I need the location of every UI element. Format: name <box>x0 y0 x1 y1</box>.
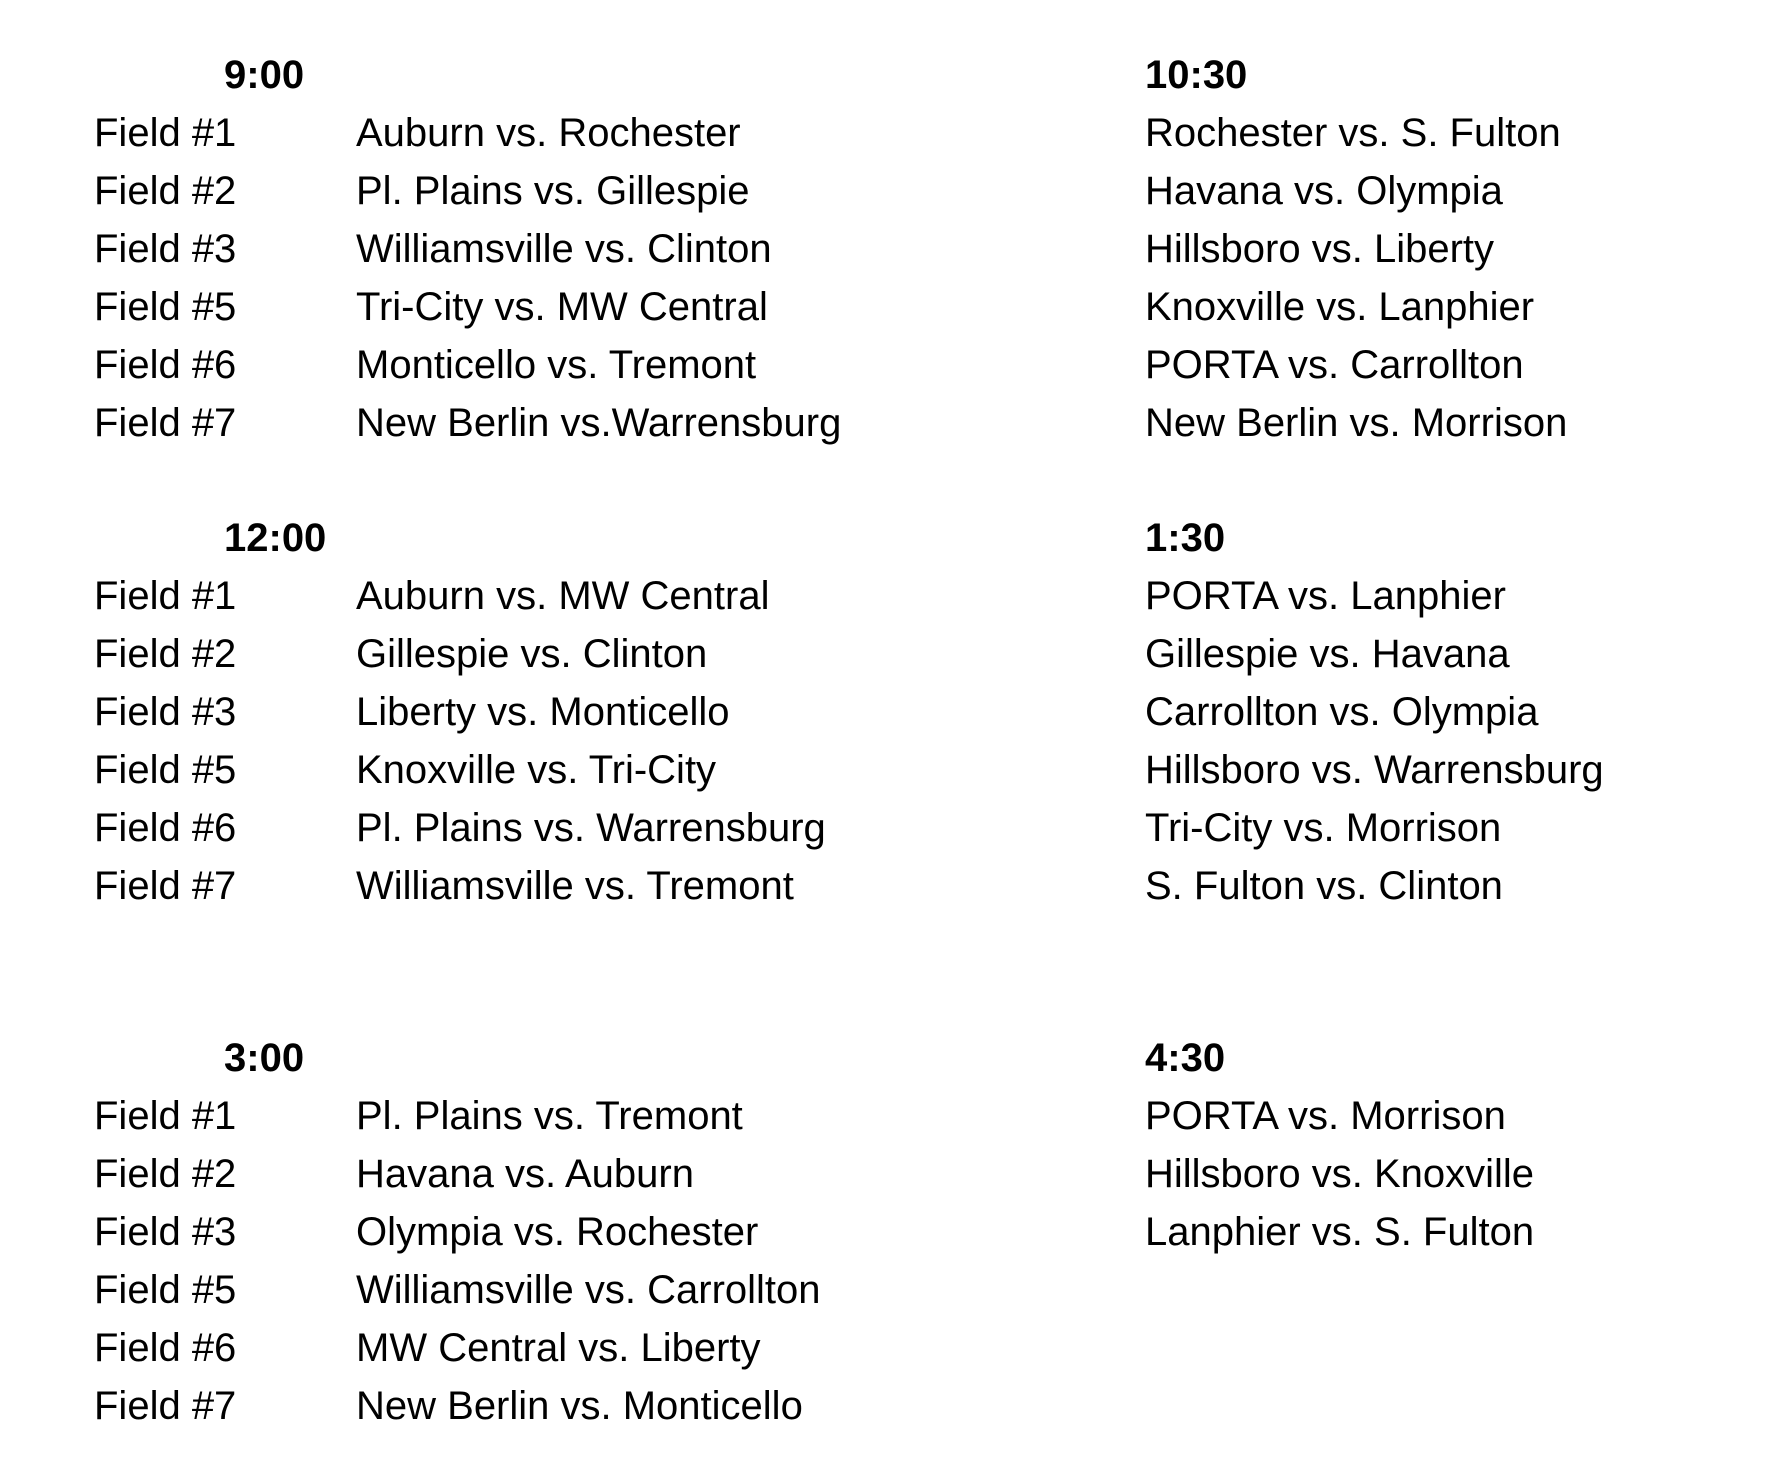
schedule-row <box>94 799 834 857</box>
game-matchup: Hillsboro vs. Liberty <box>1145 227 1495 271</box>
time-heading: 3:00 <box>224 1036 305 1080</box>
schedule-row <box>94 1087 834 1145</box>
time-block-3-00 <box>94 1029 834 1435</box>
game-matchup: S. Fulton vs. Clinton <box>1145 864 1503 908</box>
field-label: Field #6 <box>94 343 237 387</box>
field-label: Field #2 <box>94 1152 237 1196</box>
game-matchup: Havana vs. Olympia <box>1145 169 1503 213</box>
schedule-row <box>94 625 834 683</box>
field-label: Field #5 <box>94 1268 237 1312</box>
field-label: Field #6 <box>94 806 237 850</box>
schedule-row <box>94 278 834 336</box>
schedule-row <box>94 1261 834 1319</box>
game-matchup: PORTA vs. Lanphier <box>1145 574 1506 618</box>
time-heading: 9:00 <box>224 53 305 97</box>
game-matchup: New Berlin vs.Warrensburg <box>356 401 842 445</box>
field-label: Field #7 <box>94 1384 237 1428</box>
game-matchup: Hillsboro vs. Knoxville <box>1145 1152 1535 1196</box>
time-heading: 4:30 <box>1145 1036 1226 1080</box>
field-label: Field #6 <box>94 1326 237 1370</box>
game-matchup: New Berlin vs. Monticello <box>356 1384 803 1428</box>
schedule-row <box>94 1145 834 1203</box>
field-label: Field #1 <box>94 574 237 618</box>
schedule-row <box>94 567 834 625</box>
game-matchup: MW Central vs. Liberty <box>356 1326 761 1370</box>
time-heading: 12:00 <box>224 516 327 560</box>
field-label: Field #3 <box>94 690 237 734</box>
game-matchup: Rochester vs. S. Fulton <box>1145 111 1561 155</box>
field-label: Field #3 <box>94 1210 237 1254</box>
field-label: Field #5 <box>94 748 237 792</box>
game-matchup: Gillespie vs. Clinton <box>356 632 708 676</box>
game-matchup: Havana vs. Auburn <box>356 1152 694 1196</box>
game-matchup: Tri-City vs. Morrison <box>1145 806 1502 850</box>
field-label: Field #2 <box>94 169 237 213</box>
schedule-row <box>94 857 834 915</box>
game-matchup: Monticello vs. Tremont <box>356 343 757 387</box>
time-block-12-00 <box>94 509 834 915</box>
game-matchup: Pl. Plains vs. Warrensburg <box>356 806 826 850</box>
schedule-row <box>94 220 834 278</box>
schedule-row <box>94 1319 834 1377</box>
game-matchup: Williamsville vs. Clinton <box>356 227 772 271</box>
game-matchup: Lanphier vs. S. Fulton <box>1145 1210 1535 1254</box>
time-block-1-30 <box>1145 509 1772 915</box>
game-matchup: Williamsville vs. Tremont <box>356 864 794 908</box>
schedule-row <box>94 1377 834 1435</box>
time-block-9-00 <box>94 46 842 452</box>
game-matchup: Tri-City vs. MW Central <box>356 285 768 329</box>
game-matchup: Gillespie vs. Havana <box>1145 632 1510 676</box>
game-matchup: Auburn vs. MW Central <box>356 574 770 618</box>
schedule-row <box>94 1203 834 1261</box>
field-label: Field #7 <box>94 401 237 445</box>
game-matchup: Hillsboro vs. Warrensburg <box>1145 748 1604 792</box>
field-label: Field #1 <box>94 111 237 155</box>
game-matchup: Olympia vs. Rochester <box>356 1210 759 1254</box>
game-matchup: PORTA vs. Carrollton <box>1145 343 1524 387</box>
game-matchup: Williamsville vs. Carrollton <box>356 1268 821 1312</box>
game-matchup: Pl. Plains vs. Gillespie <box>356 169 750 213</box>
time-block-10-30 <box>1145 46 1772 452</box>
field-label: Field #7 <box>94 864 237 908</box>
schedule-row <box>94 162 834 220</box>
schedule-row <box>94 394 842 452</box>
game-matchup: Auburn vs. Rochester <box>356 111 741 155</box>
field-label: Field #5 <box>94 285 237 329</box>
field-label: Field #1 <box>94 1094 237 1138</box>
schedule-row <box>94 104 834 162</box>
field-label: Field #2 <box>94 632 237 676</box>
field-label: Field #3 <box>94 227 237 271</box>
game-matchup: Carrollton vs. Olympia <box>1145 690 1539 734</box>
game-matchup: New Berlin vs. Morrison <box>1145 401 1568 445</box>
time-block-4-30 <box>1145 1029 1772 1261</box>
schedule-row <box>94 683 834 741</box>
game-matchup: Pl. Plains vs. Tremont <box>356 1094 743 1138</box>
time-heading: 10:30 <box>1145 53 1248 97</box>
schedule-row <box>94 741 834 799</box>
game-matchup: Liberty vs. Monticello <box>356 690 730 734</box>
time-heading: 1:30 <box>1145 516 1226 560</box>
game-matchup: Knoxville vs. Lanphier <box>1145 285 1535 329</box>
game-matchup: PORTA vs. Morrison <box>1145 1094 1506 1138</box>
schedule-row <box>94 336 834 394</box>
game-matchup: Knoxville vs. Tri-City <box>356 748 717 792</box>
